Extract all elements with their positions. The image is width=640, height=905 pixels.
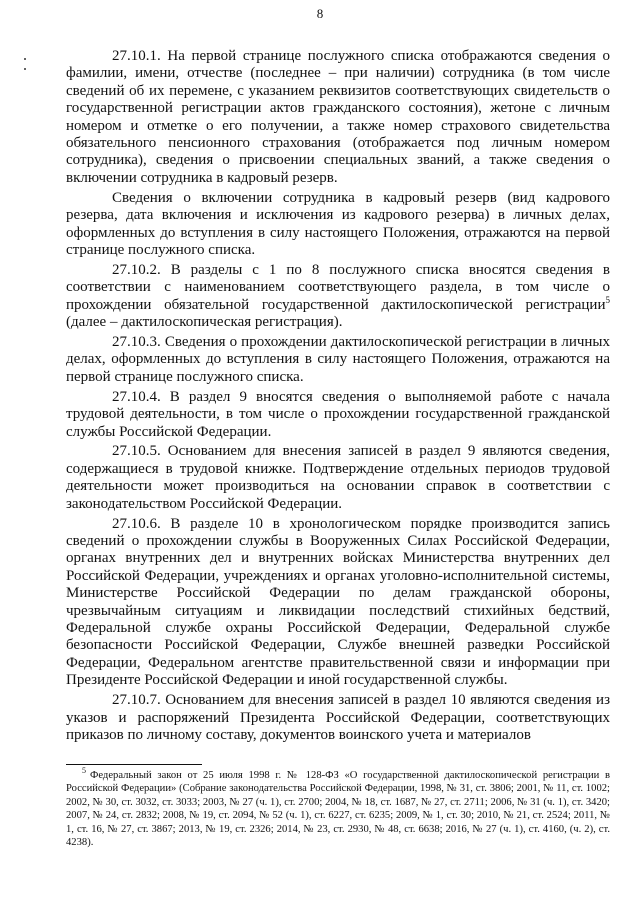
scan-speck: [24, 68, 26, 70]
document-body: [66, 48, 610, 747]
footnote-mark: 5: [82, 766, 86, 776]
paragraph-27-10-1: 27.10.1. На первой странице послужного списка отображаются сведения о фамилии, имени, отчестве (последнее – при наличии) сотрудника (в том числе сведений об их перемене, с указанием реквизитов соответствующих свидетельств о государственной регистрации актов гражданского состояния), жетоне с личным номером и отметке о его получении, а также номер страхового свидетельства обязательного пенсионного страхования (отображается под личным номером сотрудника), сведения о присвоении специальных званий, а также сведения о включении сотрудника в кадровый резерв.: [66, 48, 610, 186]
page-number: 8: [316, 6, 324, 21]
paragraph-27-10-5: 27.10.5. Основанием для внесения записей в раздел 9 являются сведения, содержащиеся в трудовой книжке. Подтверждение отдельных периодов трудовой деятельности может производиться на основании справок в соответствии с законодательством Российской Федерации.: [66, 443, 610, 512]
paragraph-27-10-4: 27.10.4. В раздел 9 вносятся сведения о выполняемой работе с начала трудовой деятельности, в том числе о прохождении государственной гражданской службы Российской Федерации.: [66, 388, 610, 440]
paragraph-27-10-7: 27.10.7. Основанием для внесения записей в раздел 10 являются сведения из указов и распоряжений Президента Российской Федерации, соответствующих приказов по личному составу, документов воинского учета и материалов: [66, 692, 610, 743]
paragraph-27-10-6: 27.10.6. В разделе 10 в хронологическом порядке производится запись сведений о прохождении службы в Вооруженных Силах Российской Федерации, органах внутренних дел и внутренних войсках Министерства внутренних дел Российской Федерации, учреждениях и органах уголовно-исполнительной системы, Министерстве Российской Федерации по делам гражданской обороны, чрезвычайным ситуациям и ликвидации последствий стихийных бедствий, Федеральной службе охраны Российской Федерации, Федеральной службе безопасности Российской Федерации, Службе внешней разведки Российской Федерации, Федеральном агентстве правительственной связи и информации при Президенте Российской Федерации и иной государственной службы.: [66, 515, 610, 689]
footnote-text: Федеральный закон от 25 июля 1998 г. № 128-ФЗ «О государственной дактилоскопической регистрации в Российской Федерации» (Собрание законодательства Российской Федерации, 1998, № 31, ст. 3806; 2001, № 11, ст. 1002; 2002, № 30, ст. 3032, ст. 3033; 2003, № 27 (ч. 1), ст. 2700; 2004, № 18, ст. 1687, № 27, ст. 2711; 2006, № 31 (ч. 1), ст. 3420; 2007, № 24, ст. 2832; 2008, № 19, ст. 2094, № 52 (ч. 1), ст. 6227, ст. 6235; 2009, № 1, ст. 30; 2010, № 21, ст. 2524; 2011, № 1, ст. 16, № 27, ст. 3867; 2013, № 19, ст. 2326; 2014, № 23, ст. 2930, № 48, ст. 6638; 2016, № 27 (ч. 1), ст. 4160, (ч. 2), ст. 4238).: [66, 770, 610, 849]
paragraph-27-10-2: [66, 262, 610, 332]
footnote: [66, 766, 610, 849]
footnote-reference: 5: [605, 294, 610, 305]
paragraph-27-10-3: 27.10.3. Сведения о прохождении дактилоскопической регистрации в личных делах, оформленных до вступления в силу настоящего Положения, отражаются на первой странице послужного списка.: [66, 334, 610, 385]
paragraph-27-10-2-text: 27.10.2. В разделы с 1 по 8 послужного списка вносятся сведения в соответствии с наименованием соответствующего раздела, в том числе о прохождении обязательной государственной дактилоскопической регистрации: [66, 261, 610, 313]
scan-speck: [24, 58, 26, 60]
paragraph-kadrovy-rezerv: Сведения о включении сотрудника в кадровый резерв (вид кадрового резерва, дата включения и исключения из кадрового резерва) в личных делах, оформленных до вступления в силу настоящего Положения, отражаются на первой странице послужного списка.: [66, 189, 610, 258]
paragraph-27-10-2-tail: (далее – дактилоскопическая регистрация).: [66, 314, 343, 331]
footnote-separator: [66, 764, 202, 765]
